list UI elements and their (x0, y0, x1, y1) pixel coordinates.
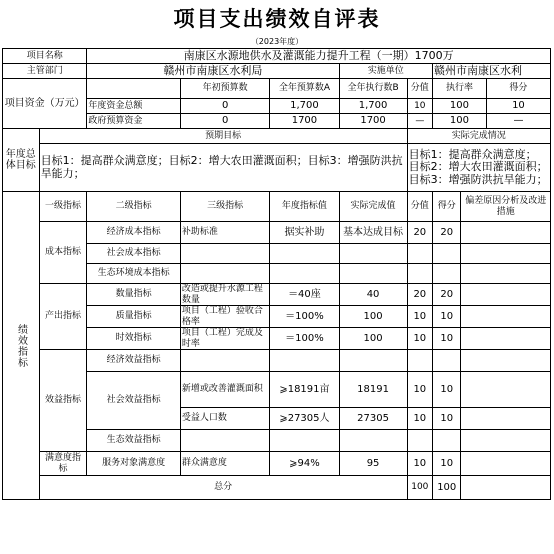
got-cell: 10 (433, 372, 461, 408)
perf-header: 得分 (433, 192, 461, 222)
target-cell: ⩾94% (270, 452, 339, 476)
score-cell: 10 (407, 372, 432, 408)
table-row (3, 452, 551, 476)
actual-cell: 基本达成目标 (339, 222, 407, 244)
fund-cell: 10 (407, 99, 432, 114)
score-cell: 10 (407, 306, 432, 328)
remark-cell (461, 372, 551, 408)
got-cell: 10 (433, 408, 461, 430)
row-goal-content (3, 144, 551, 192)
row-total (3, 476, 551, 500)
got-cell: 10 (433, 306, 461, 328)
table-row (3, 284, 551, 306)
row-goal-header (3, 129, 551, 144)
goal-plan-header: 预期目标 (39, 129, 407, 144)
remark-cell (461, 222, 551, 244)
project-name-label: 项目名称 (3, 49, 87, 64)
actual-cell: 100 (339, 306, 407, 328)
fund-cell: — (407, 114, 432, 129)
row-fund-header (3, 79, 551, 99)
score-cell: 10 (407, 408, 432, 430)
fund-label: 项目资金（万元） (3, 79, 87, 129)
project-name-value: 南康区水源地供水及灌溉能力提升工程（一期）1700万 (87, 49, 551, 64)
remark-cell (461, 476, 551, 500)
fund-header-got: 得分 (486, 79, 550, 99)
perf-header: 偏差原因分析及改进措施 (461, 192, 551, 222)
actual-cell: 18191 (339, 372, 407, 408)
level3-cell: 项目（工程）完成及时率 (180, 328, 269, 350)
level3-cell: 改造或提升水源工程数量 (180, 284, 269, 306)
level2-cell: 质量指标 (87, 306, 181, 328)
remark-cell (461, 452, 551, 476)
target-cell: ＝40座 (270, 284, 339, 306)
impl-label: 实施单位 (339, 64, 433, 79)
fund-header-budget: 全年预算数A (270, 79, 339, 99)
remark-cell (461, 408, 551, 430)
remark-cell (461, 328, 551, 350)
level3-cell: 新增或改善灌溉面积 (180, 372, 269, 408)
perf-header: 年度指标值 (270, 192, 339, 222)
dept-label: 主管部门 (3, 64, 87, 79)
score-cell: 20 (407, 222, 432, 244)
fund-row-label: 政府预算资金 (87, 114, 181, 129)
impl-value: 赣州市南康区水利 (433, 64, 551, 79)
level3-cell: 项目（工程）验收合格率 (180, 306, 269, 328)
score-cell: 20 (407, 284, 432, 306)
total-label: 总分 (39, 476, 407, 500)
level1-cost: 成本指标 (39, 222, 87, 284)
level3-cell: 群众满意度 (180, 452, 269, 476)
actual-cell: 40 (339, 284, 407, 306)
fund-cell: 100 (433, 99, 487, 114)
fund-cell: — (486, 114, 550, 129)
fund-header-exec: 全年执行数B (339, 79, 407, 99)
page-title: 项目支出绩效自评表 (173, 6, 381, 31)
fund-cell: 0 (180, 114, 269, 129)
perf-label: 绩效指标 (3, 192, 40, 500)
score-cell: 10 (407, 452, 432, 476)
fund-header-blank (87, 79, 181, 99)
perf-header: 二级指标 (87, 192, 181, 222)
level2-cell: 社会效益指标 (87, 372, 181, 430)
perf-header: 实际完成值 (339, 192, 407, 222)
target-cell: ＝100% (270, 306, 339, 328)
evaluation-table (2, 48, 551, 500)
row-department (3, 64, 551, 79)
year-subtitle: （2023年度） (250, 37, 304, 46)
got-cell: 20 (433, 284, 461, 306)
level2-cell: 时效指标 (87, 328, 181, 350)
got-cell: 10 (433, 328, 461, 350)
goal-label: 年度总体目标 (3, 129, 40, 192)
level2-cell: 经济效益指标 (87, 350, 181, 372)
level3-cell: 受益人口数 (180, 408, 269, 430)
level2-cell: 经济成本指标 (87, 222, 181, 244)
target-cell: ＝100% (270, 328, 339, 350)
fund-cell: 1,700 (339, 99, 407, 114)
level2-cell: 服务对象满意度 (87, 452, 181, 476)
fund-header-rate: 执行率 (433, 79, 487, 99)
fund-row-label: 年度资金总额 (87, 99, 181, 114)
perf-header: 三级指标 (180, 192, 269, 222)
got-cell: 10 (433, 452, 461, 476)
goal-plan-text: 目标1：提高群众满意度；目标2：增大农田灌溉面积；目标3：增强防洪抗旱能力； (39, 144, 407, 192)
fund-cell: 1700 (339, 114, 407, 129)
table-row (3, 350, 551, 372)
level1-benefit: 效益指标 (39, 350, 87, 452)
score-cell: 10 (407, 328, 432, 350)
level2-cell: 社会成本指标 (87, 244, 181, 264)
goal-actual-text: 目标1：提高群众满意度； 目标2：增大农田灌溉面积； 目标3：增强防洪抗旱能力； (407, 144, 550, 192)
perf-header: 一级指标 (39, 192, 87, 222)
target-cell: 据实补助 (270, 222, 339, 244)
target-cell: ⩾27305人 (270, 408, 339, 430)
level2-cell: 数量指标 (87, 284, 181, 306)
remark-cell (461, 306, 551, 328)
fund-cell: 1700 (270, 114, 339, 129)
total-score: 100 (407, 476, 432, 500)
dept-value: 赣州市南康区水利局 (87, 64, 339, 79)
target-cell: ⩾18191亩 (270, 372, 339, 408)
actual-cell: 100 (339, 328, 407, 350)
level1-satisfaction: 满意度指标 (39, 452, 87, 476)
level3-cell: 补助标准 (180, 222, 269, 244)
actual-cell: 95 (339, 452, 407, 476)
fund-cell: 10 (486, 99, 550, 114)
fund-cell: 0 (180, 99, 269, 114)
perf-header: 分值 (407, 192, 432, 222)
actual-cell: 27305 (339, 408, 407, 430)
fund-header-score: 分值 (407, 79, 432, 99)
table-row (3, 222, 551, 244)
level1-output: 产出指标 (39, 284, 87, 350)
row-project-name (3, 49, 551, 64)
goal-actual-header: 实际完成情况 (407, 129, 550, 144)
row-perf-header (3, 192, 551, 222)
level2-cell: 生态环境成本指标 (87, 264, 181, 284)
got-cell: 20 (433, 222, 461, 244)
total-got: 100 (433, 476, 461, 500)
level2-cell: 生态效益指标 (87, 430, 181, 452)
fund-cell: 100 (433, 114, 487, 129)
fund-header-initial: 年初预算数 (180, 79, 269, 99)
fund-cell: 1,700 (270, 99, 339, 114)
remark-cell (461, 284, 551, 306)
